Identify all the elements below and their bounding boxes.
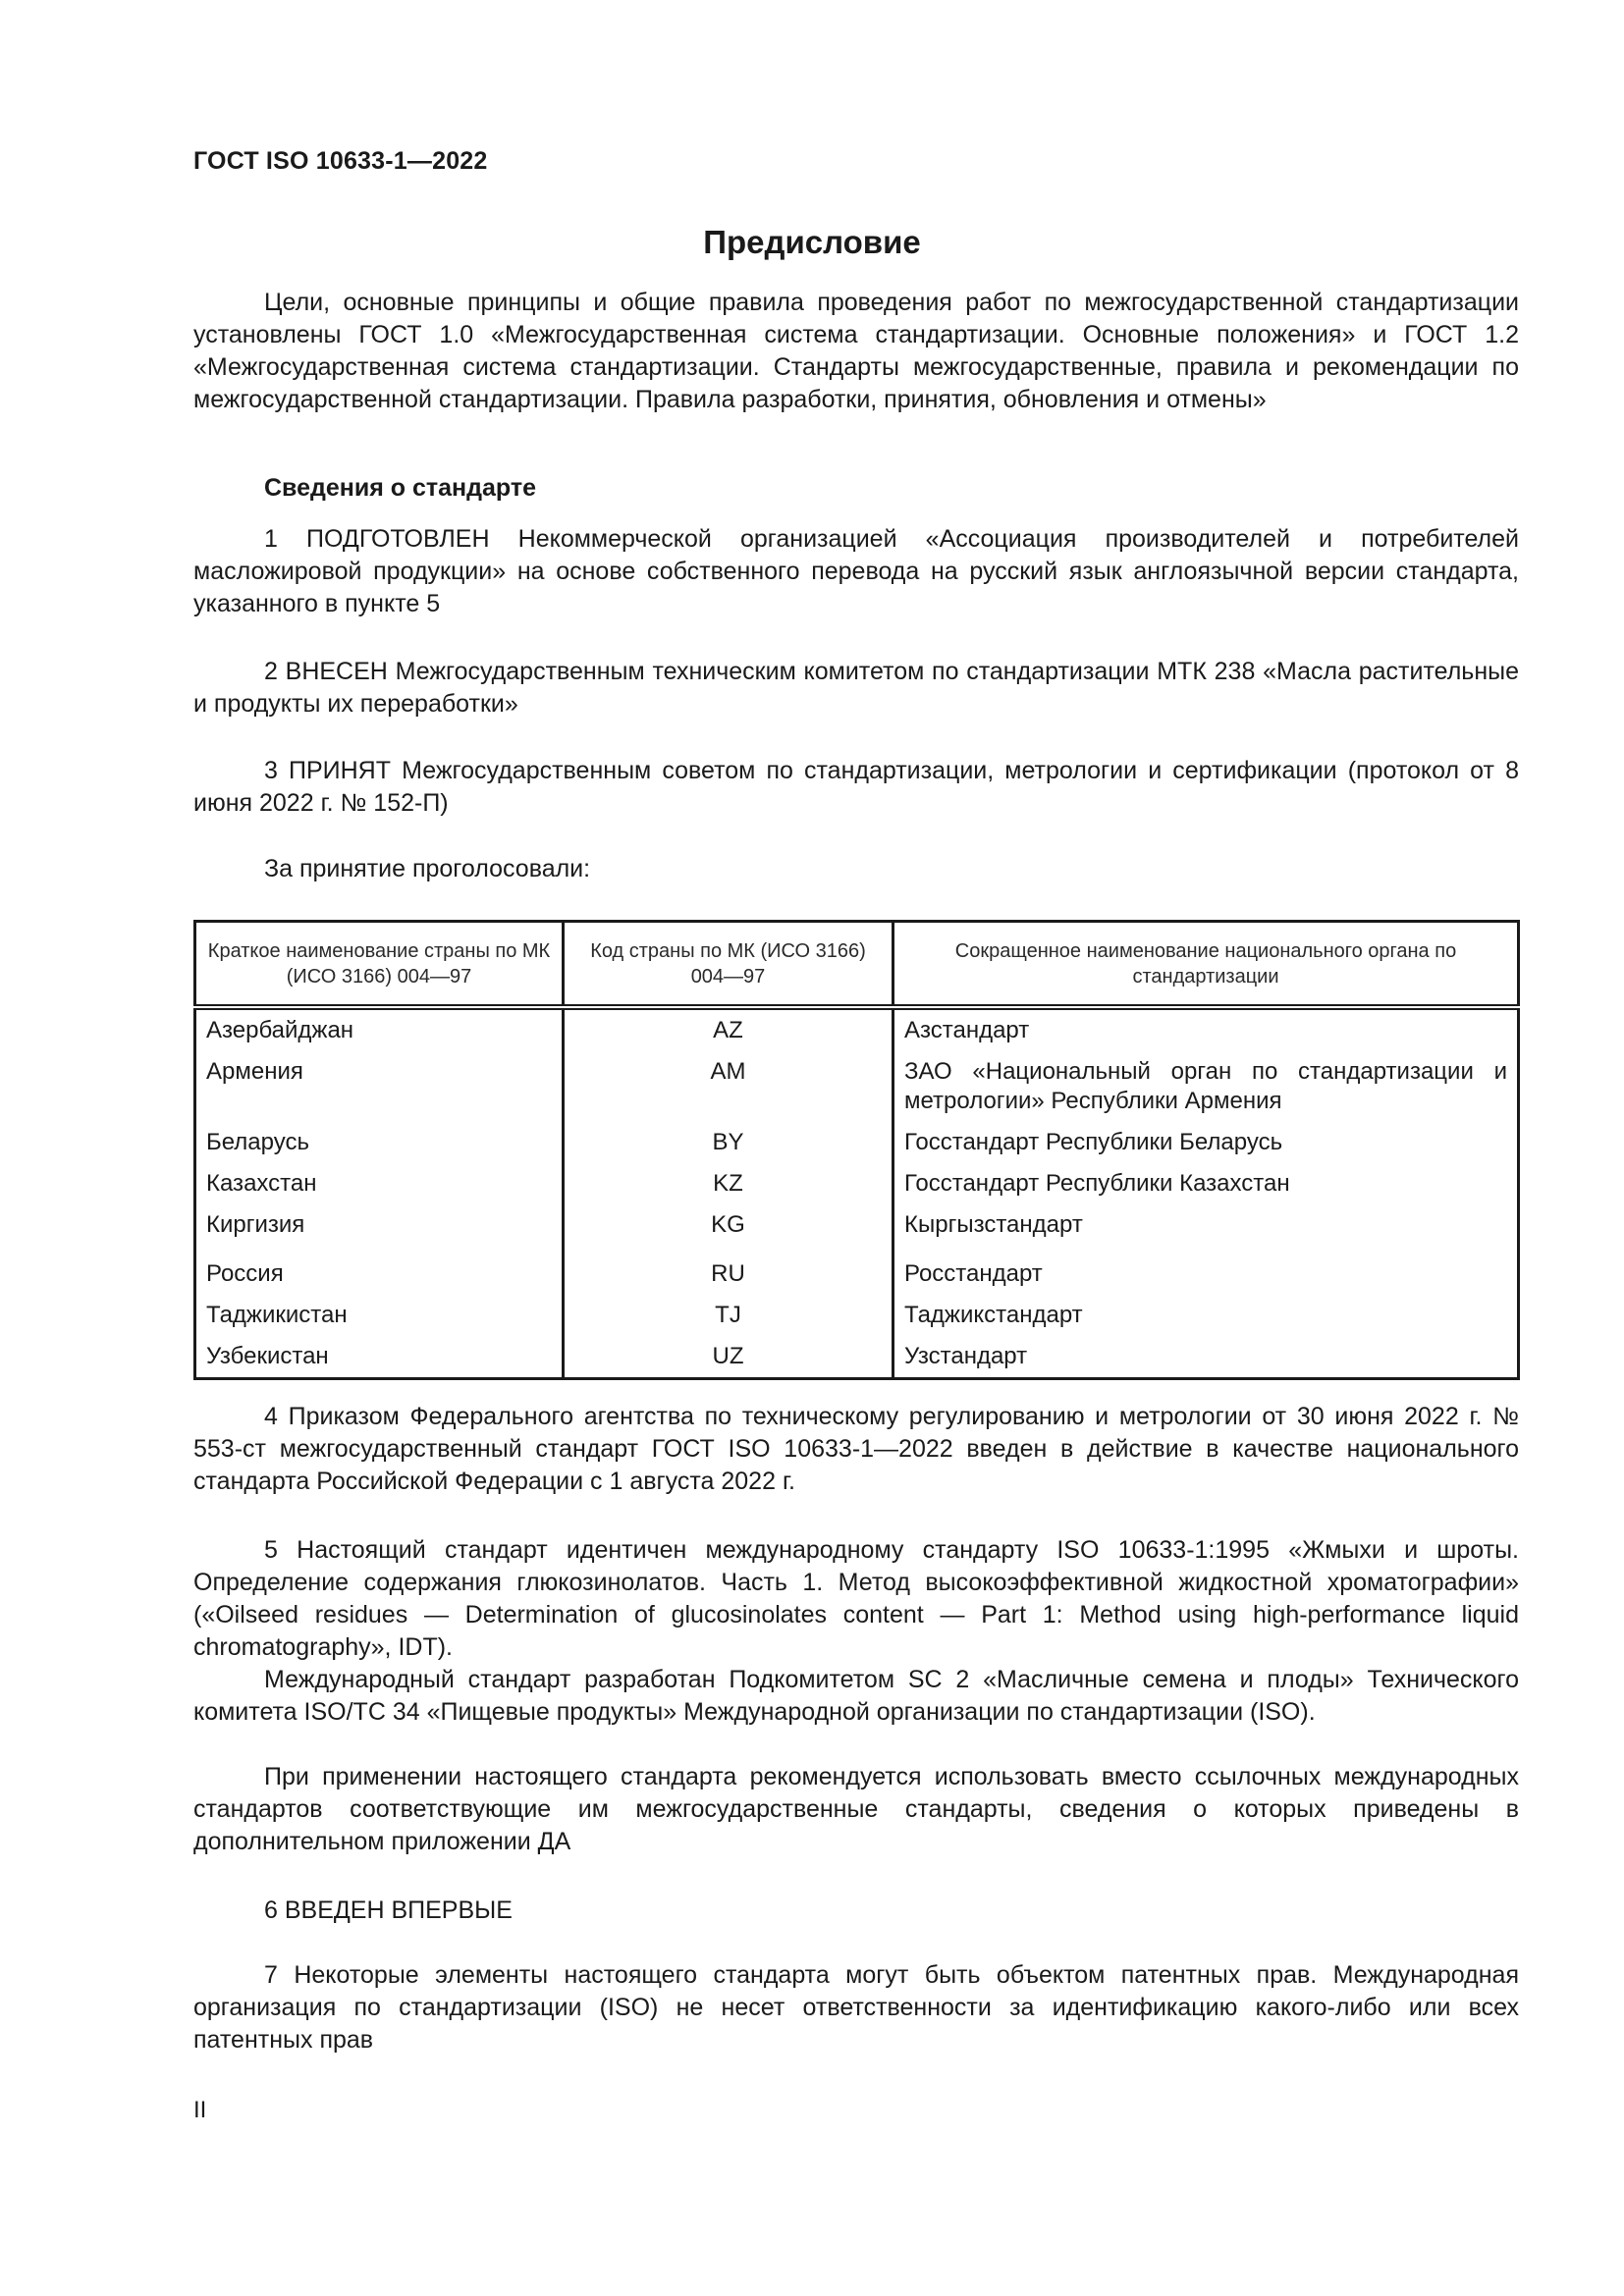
table-row (195, 1051, 1519, 1122)
table-header-row (195, 922, 1519, 1008)
table-row (195, 1122, 1519, 1163)
country-cell: Таджикистан (195, 1295, 564, 1336)
body-cell: Кыргызстандарт (904, 1211, 1083, 1238)
country-cell: Узбекистан (195, 1336, 564, 1379)
item-3-adopted: 3 ПРИНЯТ Межгосударственным советом по стандартизации, метрологии и сертификации (протокол от 8 июня 2022 г. № 152-П) (193, 757, 1519, 817)
body-cell: Госстандарт Республики Казахстан (904, 1170, 1290, 1197)
item-5-developer: Международный стандарт разработан Подкомитетом SC 2 «Масличные семена и плоды» Технического комитета ISO/TC 34 «Пищевые продукты» Международной организации по стандартизации (ISO). (193, 1666, 1519, 1726)
body-cell: Азстандарт (904, 1017, 1030, 1043)
table-row (195, 1295, 1519, 1336)
body-cell: Узстандарт (904, 1343, 1028, 1369)
voted-label: За принятие проголосовали: (264, 855, 591, 882)
item-7-patents: 7 Некоторые элементы настоящего стандарта могут быть объектом патентных прав. Международная организация по стандартизации (ISO) не несет ответственности за идентификацию какого-либо или всех патентных прав (193, 1961, 1519, 2054)
section-heading: Сведения о стандарте (264, 474, 537, 502)
code-cell: UZ (564, 1336, 893, 1379)
country-cell: Азербайджан (195, 1007, 564, 1051)
code-cell: AM (564, 1051, 893, 1122)
document-code-header: ГОСТ ISO 10633-1—2022 (193, 147, 488, 175)
page-number: II (193, 2097, 207, 2123)
item-6-first-introduced: 6 ВВЕДЕН ВПЕРВЫЕ (264, 1896, 513, 1924)
intro-paragraph: Цели, основные принципы и общие правила проведения работ по межгосударственной стандартизации установлены ГОСТ 1.0 «Межгосударственная система стандартизации. Основные положения» и ГОСТ 1.2 «Межгосударственная система стандартизации. Стандарты межгосударственные, правила и рекомендации по межгосударственной стандартизации. Правила разработки, принятия, обновления и отмены» (193, 289, 1519, 413)
country-cell: Киргизия (195, 1204, 564, 1254)
item-1-prepared: 1 ПОДГОТОВЛЕН Некоммерческой организацией «Ассоциация производителей и потребителей масложировой продукции» на основе собственного перевода на русский язык англоязычной версии стандарта, указанного в пункте 5 (193, 525, 1519, 617)
table-row (195, 1163, 1519, 1204)
item-4-order: 4 Приказом Федерального агентства по техническому регулированию и метрологии от 30 июня 2022 г. № 553-ст межгосударственный стандарт ГОСТ ISO 10633-1—2022 введен в действие в качестве национального стандарта Российской Федерации с 1 августа 2022 г. (193, 1403, 1519, 1495)
code-cell: TJ (564, 1295, 893, 1336)
voting-countries-table (193, 920, 1520, 1380)
page-title: Предисловие (703, 224, 921, 260)
body-cell: ЗАО «Национальный орган по стандартизации и метрологии» Республики Армения (904, 1058, 1507, 1114)
item-5-identity: 5 Настоящий стандарт идентичен международному стандарту ISO 10633-1:1995 «Жмыхи и шроты. Определение содержания глюкозинолатов. Часть 1. Метод высокоэффективной жидкостной хроматографии» («Oilseed residues — Determination of glucosinolates content — Part 1: Method using high-performance liquid chromatography», IDT). (193, 1536, 1519, 1661)
code-cell: AZ (564, 1007, 893, 1051)
code-cell: KG (564, 1204, 893, 1254)
body-cell: Госстандарт Республики Беларусь (904, 1129, 1283, 1155)
column-header-country: Краткое наименование страны по МК (ИСО 3166) 004—97 (195, 922, 564, 1008)
column-header-body: Сокращенное наименование национального органа по стандартизации (893, 922, 1519, 1008)
body-cell: Таджикстандарт (904, 1302, 1083, 1328)
table-row (195, 1204, 1519, 1254)
code-cell: BY (564, 1122, 893, 1163)
country-cell: Россия (195, 1254, 564, 1295)
country-cell: Армения (195, 1051, 564, 1122)
table-row (195, 1254, 1519, 1295)
item-5-references: При применении настоящего стандарта рекомендуется использовать вместо ссылочных международных стандартов соответствующие им межгосударственные стандарты, сведения о которых приведены в дополнительном приложении ДА (193, 1763, 1519, 1855)
code-cell: KZ (564, 1163, 893, 1204)
code-cell: RU (564, 1254, 893, 1295)
item-2-introduced: 2 ВНЕСЕН Межгосударственным техническим комитетом по стандартизации МТК 238 «Масла растительные и продукты их переработки» (193, 658, 1519, 718)
country-cell: Беларусь (195, 1122, 564, 1163)
table-row (195, 1007, 1519, 1051)
country-cell: Казахстан (195, 1163, 564, 1204)
column-header-code: Код страны по МК (ИСО 3166) 004—97 (564, 922, 893, 1008)
table-row (195, 1336, 1519, 1379)
body-cell: Росстандарт (904, 1260, 1043, 1287)
